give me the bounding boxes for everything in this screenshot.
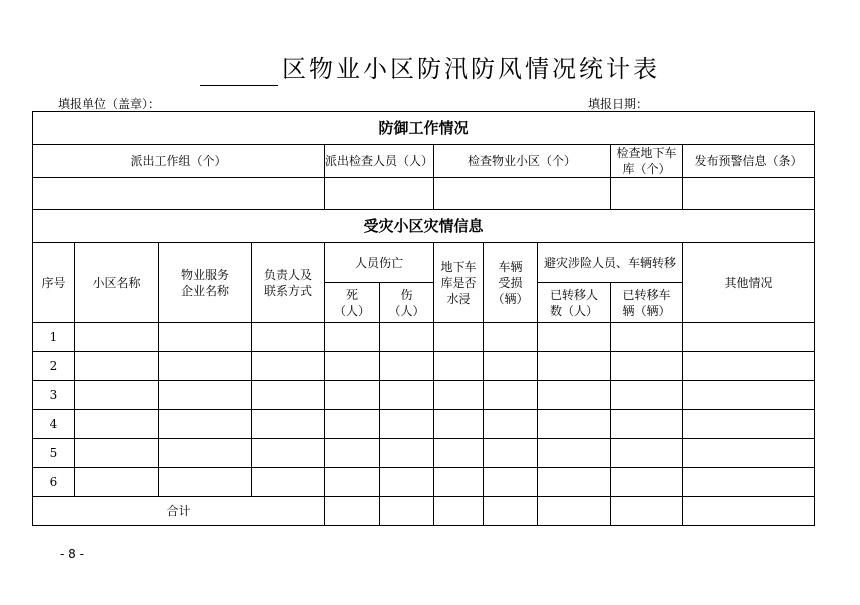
cell[interactable] (611, 497, 683, 526)
document-title (0, 52, 860, 86)
cell[interactable] (538, 323, 611, 352)
header-dead: 死 （人） (325, 283, 380, 323)
cell[interactable] (434, 410, 484, 439)
cell[interactable] (484, 323, 538, 352)
cell[interactable] (434, 323, 484, 352)
total-label: 合计 (33, 497, 325, 526)
cell[interactable] (252, 381, 325, 410)
cell[interactable] (434, 439, 484, 468)
cell[interactable] (252, 352, 325, 381)
cell[interactable] (538, 352, 611, 381)
cell[interactable] (75, 410, 159, 439)
section-disaster-title: 受灾小区灾情信息 (33, 210, 815, 243)
value-work-groups[interactable] (33, 178, 325, 210)
row-seq: 1 (33, 323, 75, 352)
row-seq: 2 (33, 352, 75, 381)
header-warnings: 发布预警信息（条） (683, 145, 815, 178)
header-garage-flooded: 地下车 库是否 水浸 (434, 243, 484, 323)
cell[interactable] (159, 439, 252, 468)
cell[interactable] (434, 497, 484, 526)
value-warnings[interactable] (683, 178, 815, 210)
cell[interactable] (75, 323, 159, 352)
header-cars-transferred: 已转移车 辆（辆） (611, 283, 683, 323)
cell[interactable] (380, 323, 434, 352)
cell[interactable] (380, 468, 434, 497)
cell[interactable] (484, 439, 538, 468)
header-contact: 负责人及 联系方式 (252, 243, 325, 323)
cell[interactable] (683, 381, 815, 410)
cell[interactable] (538, 497, 611, 526)
cell[interactable] (611, 439, 683, 468)
cell[interactable] (159, 410, 252, 439)
header-transfer: 避灾涉险人员、车辆转移 (538, 243, 683, 283)
cell[interactable] (434, 381, 484, 410)
header-casualties: 人员伤亡 (325, 243, 434, 283)
cell[interactable] (380, 497, 434, 526)
cell[interactable] (325, 439, 380, 468)
value-checked-garages[interactable] (611, 178, 683, 210)
cell[interactable] (159, 381, 252, 410)
cell[interactable] (252, 410, 325, 439)
header-people-transferred: 已转移人 数（人） (538, 283, 611, 323)
table-row (33, 468, 815, 497)
cell[interactable] (538, 410, 611, 439)
cell[interactable] (380, 381, 434, 410)
header-checked-garages: 检查地下车库（个） (611, 145, 683, 178)
cell[interactable] (538, 381, 611, 410)
table-row (33, 439, 815, 468)
cell[interactable] (683, 323, 815, 352)
cell[interactable] (611, 352, 683, 381)
section-defense-title: 防御工作情况 (33, 112, 815, 145)
cell[interactable] (683, 468, 815, 497)
cell[interactable] (683, 439, 815, 468)
header-inspectors: 派出检查人员（人） (325, 145, 434, 178)
cell[interactable] (434, 468, 484, 497)
title-text: 区物业小区防汛防风情况统计表 (282, 55, 660, 83)
cell[interactable] (252, 323, 325, 352)
row-seq: 3 (33, 381, 75, 410)
row-seq: 5 (33, 439, 75, 468)
header-other: 其他情况 (683, 243, 815, 323)
statistics-table (32, 111, 815, 526)
table-row (33, 410, 815, 439)
cell[interactable] (325, 381, 380, 410)
cell[interactable] (75, 381, 159, 410)
cell[interactable] (611, 468, 683, 497)
cell[interactable] (611, 323, 683, 352)
cell[interactable] (484, 410, 538, 439)
cell[interactable] (252, 468, 325, 497)
total-row (33, 497, 815, 526)
cell[interactable] (683, 352, 815, 381)
cell[interactable] (75, 439, 159, 468)
cell[interactable] (434, 352, 484, 381)
cell[interactable] (683, 497, 815, 526)
row-seq: 4 (33, 410, 75, 439)
cell[interactable] (325, 497, 380, 526)
table-row (33, 323, 815, 352)
cell[interactable] (683, 410, 815, 439)
header-seq: 序号 (33, 243, 75, 323)
header-community-name: 小区名称 (75, 243, 159, 323)
cell[interactable] (159, 323, 252, 352)
cell[interactable] (611, 410, 683, 439)
cell[interactable] (159, 352, 252, 381)
cell[interactable] (325, 468, 380, 497)
value-inspectors[interactable] (325, 178, 434, 210)
cell[interactable] (484, 468, 538, 497)
cell[interactable] (538, 468, 611, 497)
value-checked-communities[interactable] (434, 178, 611, 210)
title-blank (200, 59, 278, 86)
table-row (33, 381, 815, 410)
header-property-company: 物业服务 企业名称 (159, 243, 252, 323)
cell[interactable] (538, 439, 611, 468)
page-number: - 8 - (60, 547, 84, 561)
cell[interactable] (484, 497, 538, 526)
fill-unit-label: 填报单位（盖章）： (58, 97, 161, 111)
header-vehicles-damaged: 车辆 受损 （辆） (484, 243, 538, 323)
cell[interactable] (252, 439, 325, 468)
cell[interactable] (484, 381, 538, 410)
cell[interactable] (325, 323, 380, 352)
cell[interactable] (159, 468, 252, 497)
cell[interactable] (75, 468, 159, 497)
table-row (33, 352, 815, 381)
header-checked-communities: 检查物业小区（个） (434, 145, 611, 178)
cell[interactable] (380, 352, 434, 381)
cell[interactable] (325, 352, 380, 381)
row-seq: 6 (33, 468, 75, 497)
cell[interactable] (75, 352, 159, 381)
cell[interactable] (380, 439, 434, 468)
cell[interactable] (380, 410, 434, 439)
header-work-groups: 派出工作组（个） (33, 145, 325, 178)
header-injured: 伤 （人） (380, 283, 434, 323)
cell[interactable] (484, 352, 538, 381)
fill-date-label: 填报日期： (588, 97, 649, 111)
cell[interactable] (611, 381, 683, 410)
cell[interactable] (325, 410, 380, 439)
